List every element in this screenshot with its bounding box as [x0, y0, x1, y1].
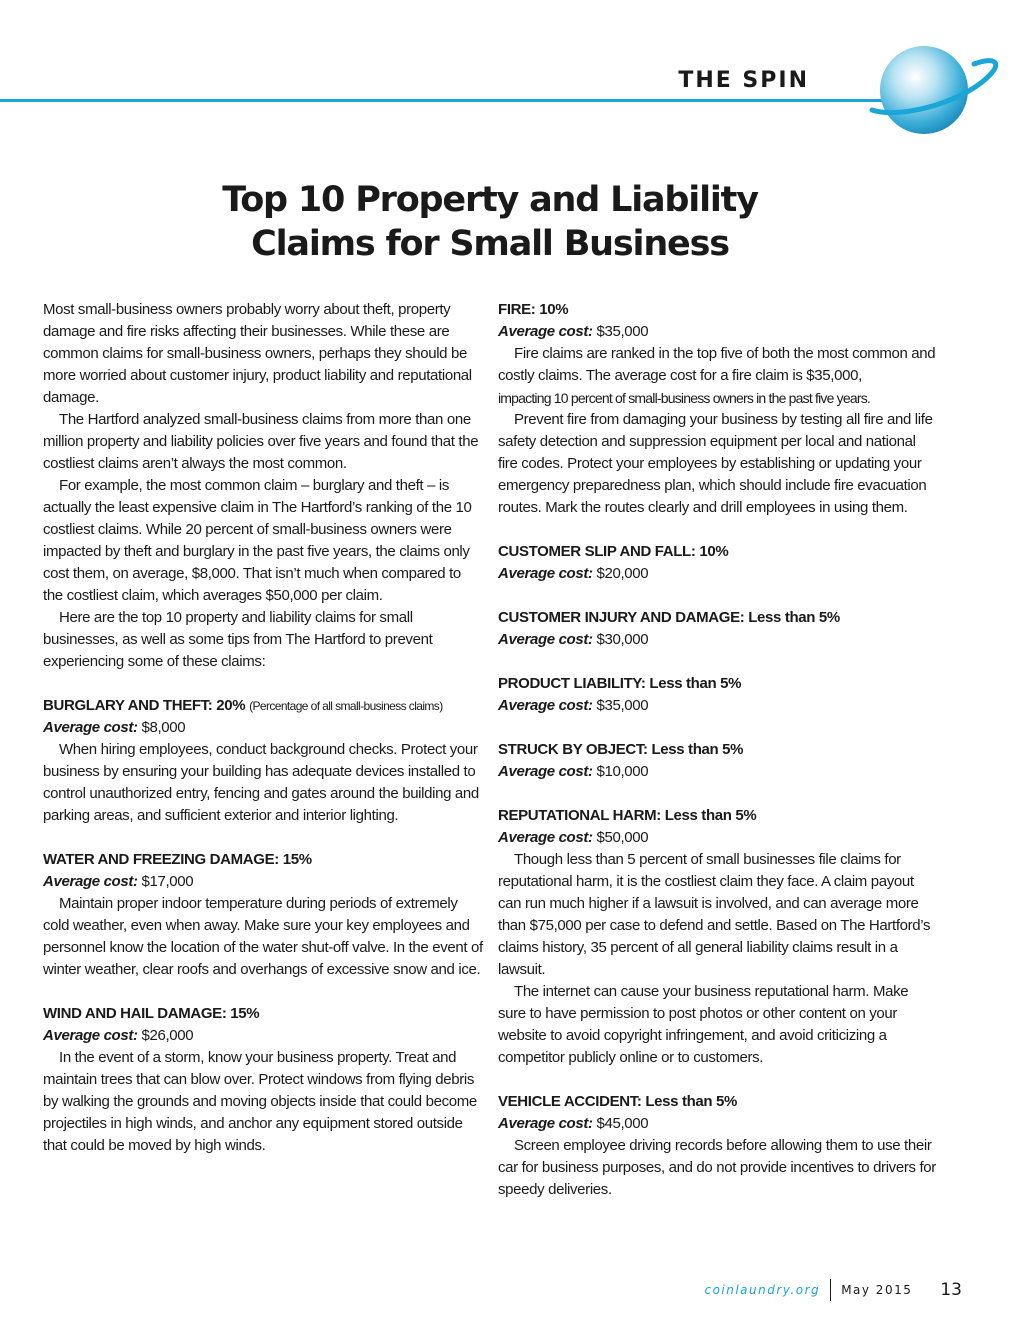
cost-label: Average cost: [498, 1115, 593, 1132]
claim-heading [498, 607, 938, 629]
claim-share: Less than 5% [649, 675, 742, 692]
cost-value: $10,000 [596, 763, 649, 780]
cost-label: Average cost: [498, 631, 593, 648]
cost-label: Average cost: [498, 829, 593, 846]
claim-paragraph: Screen employee driving records before allowing them to use their car for business purposes, and do not provide incentives to drivers for speedy deliveries. [498, 1137, 936, 1198]
claim-paragraph: Maintain proper indoor temperature during periods of extremely cold weather, even when away. Make sure your key employees and personnel know the location of the water shut-off valve. In the event of winter weather, clear roofs and overhangs of excessive snow and ice. [43, 895, 483, 978]
claim-heading [498, 299, 938, 321]
cost-value: $26,000 [141, 1027, 194, 1044]
claim-name: BURGLARY AND THEFT: [43, 697, 213, 714]
column-left [43, 299, 483, 1157]
intro-paragraph: Here are the top 10 property and liability claims for small businesses, as well as some tips from The Hartford to prevent experiencing some of these claims: [43, 609, 433, 670]
claim-cost [498, 827, 938, 849]
claim-paragraph: The internet can cause your business reputational harm. Make sure to have permission to post photos or other content on your website to avoid copyright infringement, and avoid criticizing a competitor publicly online or to customers. [498, 983, 909, 1066]
title-line-1: Top 10 Property and Liability [222, 180, 758, 220]
intro-paragraph: The Hartford analyzed small-business claims from more than one million property and liability policies over five years and found that the costliest claims aren’t always the most common. [43, 411, 479, 472]
cost-value: $8,000 [141, 719, 186, 736]
header-rule [0, 99, 900, 102]
section-title: THE SPIN [678, 68, 809, 93]
page-footer [704, 1279, 962, 1301]
cost-label: Average cost: [43, 1027, 138, 1044]
claim-name: FIRE: [498, 301, 536, 318]
claim-name: STRUCK BY OBJECT: [498, 741, 648, 758]
cost-value: $35,000 [596, 323, 649, 340]
claim-cost [43, 1025, 483, 1047]
cost-value: $35,000 [596, 697, 649, 714]
claim-heading [498, 739, 938, 761]
claim-share: Less than 5% [748, 609, 840, 626]
claim-note: (Percentage of all small-business claims) [249, 699, 443, 713]
claim-share: Less than 5% [645, 1093, 738, 1110]
claim-share: 15% [282, 851, 312, 868]
cost-value: $30,000 [596, 631, 649, 648]
claim-cost [498, 321, 938, 343]
cost-value: $45,000 [596, 1115, 649, 1132]
claim-name: WATER AND FREEZING DAMAGE: [43, 851, 279, 868]
claim-paragraph: Prevent fire from damaging your business by testing all fire and life safety detection and suppression equipment per local and national fire codes. Protect your employees by establishing or updating your emergency preparedness plan, which should include fire evacuation routes. Mark the routes clearly and drill employees in using them. [498, 411, 933, 516]
claim-share: Less than 5% [651, 741, 744, 758]
globe-orbit-icon [862, 40, 1002, 140]
claim-name: PRODUCT LIABILITY: [498, 675, 646, 692]
claim-name: VEHICLE ACCIDENT: [498, 1093, 642, 1110]
column-right [498, 299, 938, 1201]
claim-cost [498, 1113, 938, 1135]
claim-name: REPUTATIONAL HARM: [498, 807, 661, 824]
claim-cost [43, 717, 483, 739]
claim-cost [498, 695, 938, 717]
claim-paragraph: In the event of a storm, know your business property. Treat and maintain trees that can blow over. Protect windows from flying debris by walking the grounds and moving objects inside that could become projectiles in high winds, and anchor any equipment stored outside that could be moved by high winds. [43, 1049, 477, 1154]
claim-name: WIND AND HAIL DAMAGE: [43, 1005, 227, 1022]
cost-value: $50,000 [596, 829, 649, 846]
claim-share: 15% [230, 1005, 260, 1022]
page-number: 13 [940, 1280, 962, 1300]
article-title [120, 178, 860, 266]
claim-heading [498, 673, 938, 695]
cost-label: Average cost: [498, 565, 593, 582]
cost-label: Average cost: [498, 763, 593, 780]
claim-paragraph: Though less than 5 percent of small businesses file claims for reputational harm, it is the costliest claim they face. A claim payout can run much higher if a lawsuit is involved, and can average more than $75,000 per case to defend and settle. Based on The Hartford’s claims history, 35 percent of all general liability claims result in a lawsuit. [498, 851, 931, 978]
cost-value: $17,000 [141, 873, 194, 890]
claim-heading [43, 1003, 483, 1025]
claim-heading [43, 849, 483, 871]
footer-divider [830, 1279, 831, 1301]
footer-site-link[interactable]: coinlaundry.org [704, 1283, 821, 1297]
intro-paragraph: For example, the most common claim – burglary and theft – is actually the least expensive claim in The Hartford’s ranking of the 10 costliest claims. While 20 percent of small-business owners were impacted by theft and burglary in the past five years, the claims only cost them, on average, $8,000. That isn’t much when compared to the costliest claim, which averages $50,000 per claim. [43, 477, 472, 604]
claim-paragraph: impacting 10 percent of small-business owners in the past five years. [498, 390, 871, 406]
title-line-2: Claims for Small Business [251, 224, 729, 264]
claim-cost [498, 761, 938, 783]
claim-heading [498, 541, 938, 563]
claim-paragraph: Fire claims are ranked in the top five of both the most common and costly claims. The average cost for a fire claim is $35,000, [498, 345, 936, 384]
claim-name: CUSTOMER SLIP AND FALL: [498, 543, 696, 560]
claim-share: 20% [216, 697, 246, 714]
intro-paragraph: Most small-business owners probably worry about theft, property damage and fire risks affecting their businesses. While these are common claims for small-business owners, perhaps they should be more worried about customer injury, product liability and reputational damage. [43, 301, 472, 406]
footer-date: May 2015 [841, 1283, 913, 1297]
claim-cost [43, 871, 483, 893]
claim-share: Less than 5% [664, 807, 757, 824]
cost-label: Average cost: [498, 323, 593, 340]
cost-label: Average cost: [43, 719, 138, 736]
claim-name: CUSTOMER INJURY AND DAMAGE: [498, 609, 745, 626]
claim-cost [498, 563, 938, 585]
cost-label: Average cost: [498, 697, 593, 714]
cost-label: Average cost: [43, 873, 138, 890]
claim-heading [43, 695, 483, 717]
cost-value: $20,000 [596, 565, 649, 582]
claim-cost [498, 629, 938, 651]
claim-share: 10% [699, 543, 729, 560]
claim-heading [498, 1091, 938, 1113]
claim-heading [498, 805, 938, 827]
claim-paragraph: When hiring employees, conduct background checks. Protect your business by ensuring your building has adequate devices installed to control unauthorized entry, fencing and gates around the building and parking areas, and sufficient exterior and interior lighting. [43, 741, 479, 824]
claim-share: 10% [539, 301, 569, 318]
